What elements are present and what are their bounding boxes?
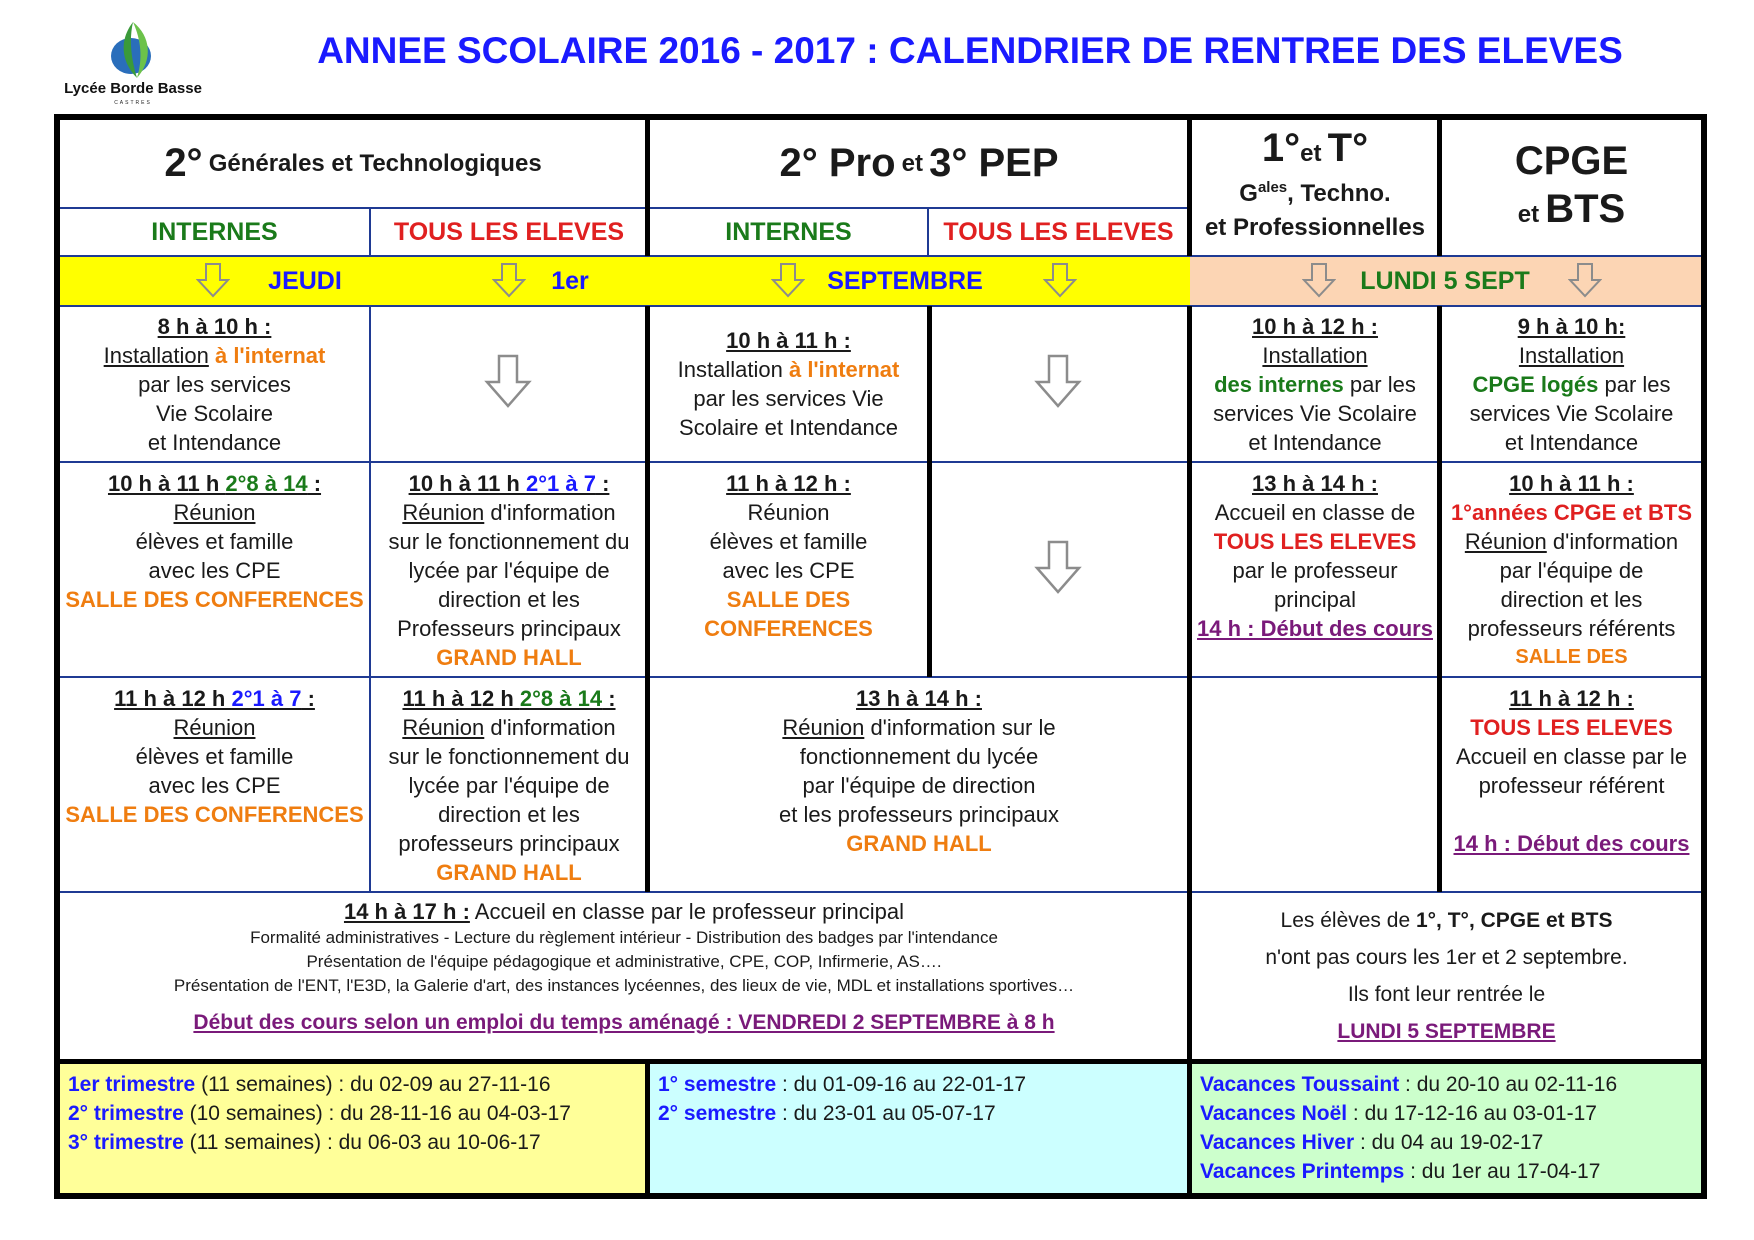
text-line: Formalité administratives - Lecture du règlement intérieur - Distribution des badges par l'intendance xyxy=(250,928,998,947)
down-arrow-icon xyxy=(492,262,526,298)
trimestre-dates: (11 semaines) : du 06-03 au 10-06-17 xyxy=(183,1131,541,1154)
header-1-t-line2 xyxy=(1239,171,1390,211)
subheader-internes-2gen: INTERNES xyxy=(151,217,278,246)
row4-accueil-2nde xyxy=(60,893,1188,1058)
row1-internes-2pro xyxy=(650,308,927,460)
text-line: lycée par l'équipe de xyxy=(408,773,610,798)
vacances-dates: : du 20-10 au 02-11-16 xyxy=(1399,1073,1618,1096)
semestre-dates: : du 01-09-16 au 22-01-17 xyxy=(776,1073,1027,1096)
text-line: n'ont pas cours les 1er et 2 septembre. xyxy=(1265,945,1628,969)
header-cpge-label: CPGE xyxy=(1514,139,1629,183)
installation-label: Installation xyxy=(677,357,783,382)
logo-name: Lycée Borde Basse xyxy=(64,80,202,97)
text-line: lycée par l'équipe de xyxy=(408,558,610,583)
school-logo xyxy=(56,18,216,108)
down-arrow-icon xyxy=(1034,354,1082,408)
date-lundi-5-sept: LUNDI 5 SEPT xyxy=(1360,266,1530,295)
colon: : xyxy=(307,471,322,496)
vacances-name: Vacances Noël xyxy=(1200,1102,1348,1125)
header-et-label: et xyxy=(1517,201,1540,228)
text-line: par l'équipe de xyxy=(1499,558,1644,583)
header-bts-label: BTS xyxy=(1545,187,1626,231)
logo-subtitle: CASTRES xyxy=(114,100,152,106)
reunion-label: Réunion xyxy=(782,715,865,740)
row3-2pro-merged xyxy=(650,678,1188,890)
text-line: et les professeurs principaux xyxy=(778,802,1060,827)
text-line: d'information xyxy=(484,500,616,525)
time-label: 14 h à 17 h : xyxy=(343,899,470,924)
text-line: sur le fonctionnement du xyxy=(388,529,630,554)
semestre-dates: : du 23-01 au 05-07-17 xyxy=(776,1102,996,1125)
row2-1-t xyxy=(1192,463,1438,675)
installation-label: Installation xyxy=(1262,342,1368,368)
time-label: 13 h à 14 h : xyxy=(856,686,982,711)
leaf-logo-icon xyxy=(107,18,159,84)
text-line: avec les CPE xyxy=(722,558,855,583)
vacances-line xyxy=(1200,1099,1701,1128)
location-label: GRAND HALL xyxy=(436,860,582,885)
group-label: 2°1 à 7 xyxy=(231,686,302,711)
time-label: 10 h à 11 h : xyxy=(726,328,851,353)
row2-internes-2gen xyxy=(60,463,369,675)
vacances-dates: : du 17-12-16 au 03-01-17 xyxy=(1347,1102,1597,1125)
down-arrow-icon xyxy=(1043,262,1077,298)
vacances-dates: : du 04 au 19-02-17 xyxy=(1354,1131,1544,1154)
colon: : xyxy=(602,686,616,711)
time-label: 11 h à 12 h xyxy=(402,686,520,711)
time-label: 13 h à 14 h : xyxy=(1252,471,1378,496)
date-septembre: SEPTEMBRE xyxy=(827,266,983,295)
row1-cpge-bts xyxy=(1442,308,1701,460)
vacances-line xyxy=(1200,1128,1701,1157)
text-line: et Intendance xyxy=(1504,429,1639,455)
location-label: GRAND HALL xyxy=(846,831,992,856)
row1-1-t xyxy=(1192,308,1438,460)
text-line: direction et les xyxy=(1500,587,1643,612)
trimestre-line xyxy=(68,1128,645,1157)
text-line: et Intendance xyxy=(1248,429,1382,455)
row3-tous-2gen xyxy=(371,678,647,890)
text-line: élèves et famille xyxy=(709,529,868,554)
trimestres-panel xyxy=(60,1064,645,1193)
text-line: élèves et famille xyxy=(135,529,294,554)
time-label: 10 h à 12 h : xyxy=(1252,313,1378,339)
subheader-internes-2pro: INTERNES xyxy=(725,217,852,246)
text-line: et Intendance xyxy=(147,429,282,455)
internes-label: des internes xyxy=(1214,371,1344,397)
text-line: avec les CPE xyxy=(148,558,281,583)
row2-cpge-bts xyxy=(1442,463,1701,675)
text-line: services Vie Scolaire xyxy=(1469,400,1674,426)
text-line: Présentation de l'ENT, l'E3D, la Galerie d'art, des instances lycéennes, des lieux de vie, MDL et installations sportives… xyxy=(173,976,1075,995)
header-gen-tech-label: Générales et Technologiques xyxy=(208,150,542,177)
vacances-line xyxy=(1200,1070,1701,1099)
header-2-label: 2° xyxy=(164,141,203,185)
trimestre-line xyxy=(68,1099,645,1128)
internat-label: à l'internat xyxy=(788,357,900,382)
text-line: par les xyxy=(1598,371,1671,397)
date-1er: 1er xyxy=(551,266,589,295)
text-line: professeur référent xyxy=(1478,773,1665,798)
text-line: direction et les xyxy=(438,587,580,612)
text-line: Professeurs principaux xyxy=(397,616,621,641)
header-1-t-line1 xyxy=(1261,126,1369,171)
text-line: fonctionnement du lycée xyxy=(799,744,1039,769)
text-line: par le professeur xyxy=(1232,558,1398,583)
row3-cpge-bts xyxy=(1442,678,1701,890)
semestre-name: 2° semestre xyxy=(658,1102,777,1125)
header-2-pro-3-pep xyxy=(650,120,1188,207)
vacances-line xyxy=(1200,1157,1701,1186)
semestre-line xyxy=(658,1099,1188,1128)
semestre-line xyxy=(658,1070,1188,1099)
trimestre-dates: (11 semaines) : du 02-09 au 27-11-16 xyxy=(195,1073,551,1096)
subheader-tous-2gen: TOUS LES ELEVES xyxy=(393,217,625,246)
time-label: 9 h à 10 h: xyxy=(1517,313,1626,339)
down-arrow-icon xyxy=(484,354,532,408)
header-1-label: 1° xyxy=(1261,126,1301,170)
row1-internes-2gen xyxy=(60,308,369,460)
text-line: par l'équipe de direction xyxy=(802,773,1036,798)
trimestre-line xyxy=(68,1070,645,1099)
down-arrow-icon xyxy=(1034,540,1082,594)
time-label: 11 h à 12 h xyxy=(114,686,232,711)
group-label: 2°8 à 14 xyxy=(519,686,603,711)
page-title: ANNEE SCOLAIRE 2016 - 2017 : CALENDRIER DE RENTREE DES ELEVES xyxy=(317,30,1623,71)
installation-label: Installation xyxy=(1518,342,1625,368)
header-et-label: et xyxy=(901,150,923,177)
text-line: d'information xyxy=(484,715,616,740)
text-line: Les élèves de xyxy=(1280,908,1416,932)
text-line: avec les CPE xyxy=(148,773,281,798)
divider xyxy=(60,305,1701,307)
semestre-name: 1° semestre xyxy=(658,1073,777,1096)
reunion-label: Réunion xyxy=(747,500,830,525)
time-label: 8 h à 10 h : xyxy=(157,313,272,339)
down-arrow-icon xyxy=(1568,262,1602,298)
text-line: par les services xyxy=(138,371,291,397)
tous-les-eleves-label: TOUS LES ELEVES xyxy=(1213,529,1417,554)
text-line: Accueil en classe de xyxy=(1214,500,1416,525)
vacances-panel xyxy=(1192,1064,1701,1193)
text-line: Présentation de l'équipe pédagogique et administrative, CPE, COP, Infirmerie, AS…. xyxy=(306,952,942,971)
header-t-label: T° xyxy=(1327,126,1369,170)
header-1-t-line3: et Professionnelles xyxy=(1204,214,1426,241)
rentree-date-label: LUNDI 5 SEPTEMBRE xyxy=(1337,1019,1556,1043)
colon: : xyxy=(595,471,610,496)
location-label: GRAND HALL xyxy=(436,645,582,670)
colon: : xyxy=(301,686,315,711)
text-line: par les services Vie xyxy=(693,386,884,411)
tous-les-eleves-label: TOUS LES ELEVES xyxy=(1470,715,1673,740)
divider xyxy=(927,306,932,677)
date-jeudi: JEUDI xyxy=(268,266,342,295)
trimestre-dates: (10 semaines) : du 28-11-16 au 04-03-17 xyxy=(183,1102,571,1125)
location-label: SALLE DES CONFERENCES xyxy=(704,587,873,641)
text-line: d'information xyxy=(1546,529,1679,554)
time-label: 10 h à 11 h xyxy=(408,471,526,496)
row3-internes-2gen xyxy=(60,678,369,890)
time-label: 11 h à 12 h : xyxy=(726,471,851,496)
reunion-label: Réunion xyxy=(402,715,485,740)
time-label: 10 h à 11 h : xyxy=(1509,471,1634,496)
text-line: élèves et famille xyxy=(135,744,294,769)
trimestre-name: 1er trimestre xyxy=(68,1073,196,1096)
group-label: 2°1 à 7 xyxy=(525,471,596,496)
header-techno-label: , Techno. xyxy=(1287,180,1391,207)
down-arrow-icon xyxy=(196,262,230,298)
reunion-label: Réunion xyxy=(402,500,485,525)
text-line: sur le fonctionnement du xyxy=(388,744,630,769)
text-line: Scolaire et Intendance xyxy=(679,415,898,440)
group-label: 2°8 à 14 xyxy=(225,471,308,496)
header-cpge-bts xyxy=(1442,120,1701,256)
text-line: services Vie Scolaire xyxy=(1213,400,1417,426)
installation-label: Installation xyxy=(103,342,209,368)
down-arrow-icon xyxy=(1302,262,1336,298)
location-label: SALLE DES xyxy=(1515,646,1628,668)
cpge-loges-label: CPGE logés xyxy=(1472,371,1599,397)
text-line: principal xyxy=(1274,587,1356,612)
cpge-bts-label: 1°années CPGE et BTS xyxy=(1450,500,1693,525)
debut-cours-label: Début des cours selon un emploi du temps aménagé : VENDREDI 2 SEPTEMBRE à 8 h xyxy=(193,1011,1055,1034)
header-2pro-label: 2° Pro xyxy=(779,141,896,185)
header-3pep-label: 3° PEP xyxy=(929,141,1059,185)
location-label: SALLE DES CONFERENCES xyxy=(65,802,364,827)
text-line: d'information sur le xyxy=(864,715,1056,740)
time-label: 11 h à 12 h : xyxy=(1509,686,1634,711)
vacances-dates: : du 1er au 17-04-17 xyxy=(1404,1160,1601,1183)
header-g-label: G xyxy=(1239,180,1258,207)
row2-internes-2pro xyxy=(650,463,927,675)
time-label: 10 h à 11 h xyxy=(107,471,226,496)
text-line: Ils font leur rentrée le xyxy=(1347,982,1546,1006)
text-line: Accueil en classe par le professeur principal xyxy=(469,899,905,924)
vacances-name: Vacances Printemps xyxy=(1200,1160,1405,1183)
row4-rentree-info xyxy=(1192,893,1701,1058)
reunion-label: Réunion xyxy=(173,715,256,740)
vacances-name: Vacances Hiver xyxy=(1200,1131,1355,1154)
down-arrow-icon xyxy=(771,262,805,298)
text-line: par les xyxy=(1343,371,1416,397)
header-1-t xyxy=(1192,120,1438,256)
debut-cours-label: 14 h : Début des cours xyxy=(1197,616,1433,641)
header-et-label: et xyxy=(1300,140,1322,167)
text-line: direction et les xyxy=(438,802,580,827)
trimestre-name: 2° trimestre xyxy=(68,1102,184,1125)
reunion-label: Réunion xyxy=(173,500,256,525)
reunion-label: Réunion xyxy=(1464,529,1547,554)
header-2-generales xyxy=(60,120,646,207)
vacances-name: Vacances Toussaint xyxy=(1200,1073,1400,1096)
text-line: Vie Scolaire xyxy=(156,400,273,426)
text-line: professeurs référents xyxy=(1467,616,1676,641)
internat-label: à l'internat xyxy=(214,342,326,368)
classes-label: 1°, T°, CPGE et BTS xyxy=(1415,908,1613,932)
debut-cours-label: 14 h : Début des cours xyxy=(1453,831,1690,856)
location-label: SALLE DES CONFERENCES xyxy=(65,587,364,612)
header-ales-label: ales xyxy=(1257,179,1288,196)
subheader-tous-2pro: TOUS LES ELEVES xyxy=(943,217,1174,246)
row2-tous-2gen xyxy=(371,463,647,675)
text-line: Accueil en classe par le xyxy=(1455,744,1688,769)
trimestre-name: 3° trimestre xyxy=(68,1131,184,1154)
semestres-panel xyxy=(650,1064,1188,1193)
text-line: professeurs principaux xyxy=(398,831,620,856)
